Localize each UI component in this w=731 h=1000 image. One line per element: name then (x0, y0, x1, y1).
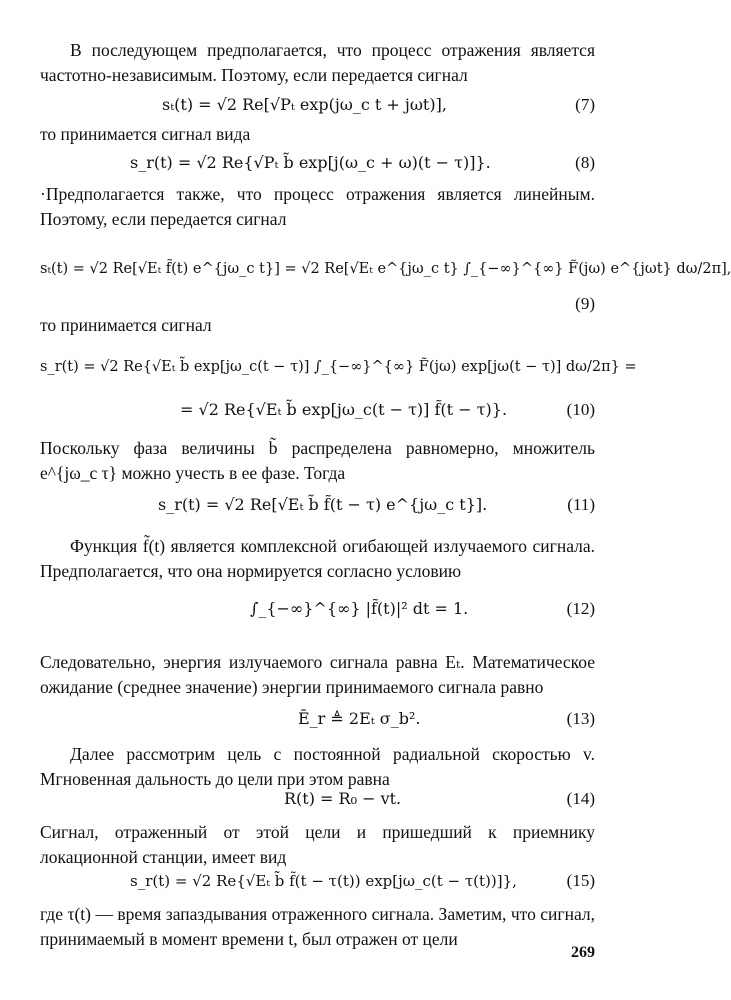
equation-11 (40, 492, 595, 518)
equation-7-number: (7) (575, 95, 595, 114)
equation-7 (40, 92, 595, 118)
equation-12 (40, 582, 595, 638)
equation-10-line-2 (40, 397, 595, 423)
equation-13 (40, 706, 595, 732)
equation-14-number: (14) (566, 789, 595, 808)
equation-15-formula: s_r(t) = √2 Re{√Eₜ b̃ f̃(t − τ(t)) exp[jω_c(t − τ(t))]}, (130, 872, 517, 890)
equation-15-number: (15) (566, 871, 595, 890)
equation-12-number: (12) (566, 599, 595, 618)
equation-8-number: (8) (575, 153, 595, 172)
equation-11-number: (11) (567, 495, 595, 514)
equation-9 (40, 242, 731, 298)
paragraph-8: Далее рассмотрим цель с постоянной радиальной скоростью v. Мгновенная дальность до цели при этом равна (40, 744, 595, 789)
equation-10-formula-part-2: = √2 Re{√Eₜ b̃ exp[jω_c(t − τ)] f̃(t − τ)}. (180, 400, 508, 419)
equation-14-formula: R(t) = R₀ − vt. (284, 789, 402, 808)
paragraph-9: Сигнал, отраженный от этой цели и пришедший к приемнику локационной станции, имеет вид (40, 822, 595, 867)
equation-14 (40, 786, 595, 812)
paragraph-3: ·Предполагается также, что процесс отражения является линейным. Поэтому, если передается сигнал (40, 184, 595, 229)
paragraph-5: Поскольку фаза величины b̃ распределена равномерно, множитель e^{jω_c τ} можно учесть в ее фазе. Тогда (40, 438, 595, 483)
equation-9-number: (9) (575, 294, 595, 313)
equation-13-number: (13) (566, 709, 595, 728)
paragraph-2: то принимается сигнал вида (40, 124, 251, 144)
paragraph-1: В последующем предполагается, что процесс отражения является частотно-независимым. Поэтому, если передается сигнал (40, 40, 595, 85)
equation-9-formula: sₜ(t) = √2 Re[√Eₜ f̃(t) e^{jω_c t}] = √2 Re[√Eₜ e^{jω_c t} ∫_{−∞}^{∞} F̃(jω) e^{jωt} dω/2π], (40, 261, 731, 277)
equation-10-formula-part-1: s_r(t) = √2 Re{√Eₜ b̃ exp[jω_c(t − τ)] ∫_{−∞}^{∞} F̃(jω) exp[jω(t − τ)] dω/2π} = (40, 359, 637, 375)
equation-10-line-1 (40, 340, 637, 396)
equation-15 (40, 868, 595, 894)
equation-8 (40, 150, 595, 176)
equation-13-formula: Ē_r ≜ 2Eₜ σ_b². (298, 709, 421, 728)
paragraph-7: Следовательно, энергия излучаемого сигнала равна Eₜ. Математическое ожидание (среднее значение) энергии принимаемого сигнала равно (40, 652, 595, 697)
paragraph-4: то принимается сигнал (40, 315, 212, 335)
page-number: 269 (571, 944, 595, 961)
equation-12-formula: ∫_{−∞}^{∞} |f̃(t)|² dt = 1. (250, 599, 469, 618)
equation-11-formula: s_r(t) = √2 Re[√Eₜ b̃ f̃(t − τ) e^{jω_c t}]. (158, 495, 488, 514)
equation-8-formula: s_r(t) = √2 Re{√Pₜ b̃ exp[j(ω_c + ω)(t − τ)]}. (130, 153, 491, 172)
paragraph-6: Функция f̃(t) является комплексной огибающей излучаемого сигнала. Предполагается, что она нормируется согласно условию (40, 536, 595, 581)
paragraph-10: где τ(t) — время запаздывания отраженного сигнала. Заметим, что сигнал, принимаемый в момент времени t, был отражен от цели (40, 904, 595, 949)
equation-7-formula: sₜ(t) = √2 Re[√Pₜ exp(jω_c t + jωt)], (162, 95, 447, 114)
equation-10-number: (10) (566, 400, 595, 419)
